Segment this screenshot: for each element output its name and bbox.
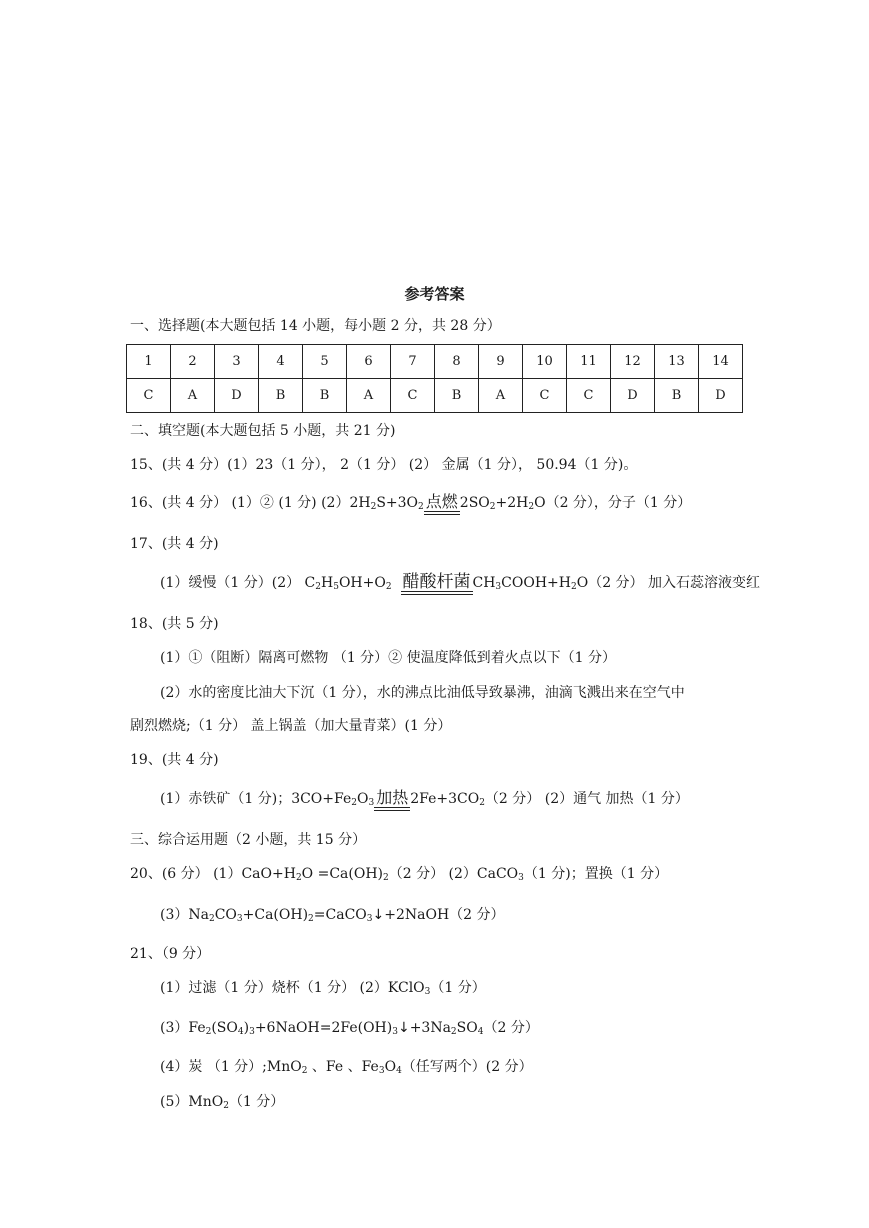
answer-cell: C	[567, 379, 611, 413]
question-number-cell: 3	[215, 345, 259, 379]
answer-q17: (1）缓慢（1 分）(2） $C_2H_5OH+O_2$ 醋酸杆菌 $CH_3COOH+H_2O(2$ 分） 加入石蕊溶液变红	[160, 572, 761, 592]
section-heading-fill: 二、填空题(本大题包括 5 小题，共 21 分)	[130, 423, 396, 439]
answer-q21-heading: 21、（9 分）	[130, 946, 211, 962]
question-number-cell: 11	[567, 345, 611, 379]
question-number-cell: 4	[259, 345, 303, 379]
answer-cell: B	[303, 379, 347, 413]
page-title: 参考答案	[404, 285, 465, 303]
answer-q21-part4: (4）炭 （1 分）;MnO$_2$ 、Fe 、$Fe_3O_4$（任写两个）(2 分）	[160, 1059, 533, 1076]
answer-q21-part3: $(3)Fe_2(SO_4)_3+6NaOH=2Fe(OH)_3↓+3Na_2SO_4(2$ 分）	[160, 1020, 539, 1037]
question-number-cell: 1	[127, 345, 171, 379]
question-number-cell: 9	[479, 345, 523, 379]
answer-row	[127, 379, 743, 413]
answer-q20-part3: $(3)Na_2CO_3+Ca(OH)_2=CaCO_3↓+2NaOH(2$ 分）	[160, 907, 505, 924]
answer-q18-part2-line1: (2）水的密度比油大下沉（1 分），水的沸点比油低导致暴沸，油滴飞溅出来在空气中	[160, 685, 685, 701]
answer-table	[126, 344, 743, 413]
question-number-cell: 12	[611, 345, 655, 379]
answer-q21-part1: (1）过滤（1 分）烧杯（1 分） (2）KClO$_3$（1 分）	[160, 980, 486, 997]
answer-q15: 15、(共 4 分）(1）23（1 分）， 2（1 分） (2） 金属（1 分）， 50.94（1 分)。	[130, 457, 638, 473]
reaction-condition: 点燃	[425, 492, 458, 511]
answer-cell: B	[259, 379, 303, 413]
precipitate-arrow-icon: ↓	[372, 907, 385, 923]
question-number-cell: 10	[523, 345, 567, 379]
section-heading-comprehensive: 三、综合运用题（2 小题，共 15 分）	[130, 832, 367, 848]
question-number-cell: 13	[655, 345, 699, 379]
answer-q19: (1）赤铁矿（1 分)；$3CO+Fe_2O_3$ 加热 $2Fe+3CO_2(2$ 分） (2）通气 加热（1 分）	[160, 788, 689, 808]
answer-q19-heading: 19、(共 4 分)	[130, 752, 219, 768]
answer-cell: C	[523, 379, 567, 413]
question-number-cell: 2	[171, 345, 215, 379]
reaction-condition: 加热	[376, 788, 409, 807]
answer-cell: D	[215, 379, 259, 413]
answer-cell: D	[699, 379, 743, 413]
precipitate-arrow-icon: ↓	[397, 1020, 410, 1036]
question-number-cell: 14	[699, 345, 743, 379]
answer-cell: B	[435, 379, 479, 413]
answer-cell: B	[655, 379, 699, 413]
answer-q16: 16、(共 4 分） (1）② (1 分) $(2)2H_2S+3O_2$ 点燃 $2SO_2+2H_2O(2$ 分），分子（1 分）	[130, 492, 692, 512]
answer-cell: D	[611, 379, 655, 413]
answer-q18-heading: 18、(共 5 分)	[130, 616, 219, 632]
question-number-row	[127, 345, 743, 379]
reaction-condition: 醋酸杆菌	[402, 572, 471, 592]
answer-cell: A	[347, 379, 391, 413]
answer-q18-part2-line2: 剧烈燃烧;（1 分） 盖上锅盖（加大量青菜）(1 分）	[130, 718, 452, 734]
answer-cell: A	[479, 379, 523, 413]
answer-q18-part1: (1）①（阻断）隔离可燃物 （1 分）② 使温度降低到着火点以下（1 分）	[160, 650, 616, 666]
answer-q21-part5: (5）MnO$_2$（1 分）	[160, 1094, 285, 1111]
answer-q17-heading: 17、(共 4 分)	[130, 536, 219, 552]
question-number-cell: 6	[347, 345, 391, 379]
answer-cell: C	[391, 379, 435, 413]
section-heading-choice: 一、选择题(本大题包括 14 小题，每小题 2 分，共 28 分）	[130, 318, 501, 334]
question-number-cell: 8	[435, 345, 479, 379]
answer-cell: C	[127, 379, 171, 413]
question-number-cell: 5	[303, 345, 347, 379]
answer-q20: 20、(6 分） $(1)CaO+H_2O =Ca(OH)_2(2$ 分） (2）CaCO$_3$（1 分)；置换（1 分）	[130, 866, 669, 883]
answer-cell: A	[171, 379, 215, 413]
question-number-cell: 7	[391, 345, 435, 379]
